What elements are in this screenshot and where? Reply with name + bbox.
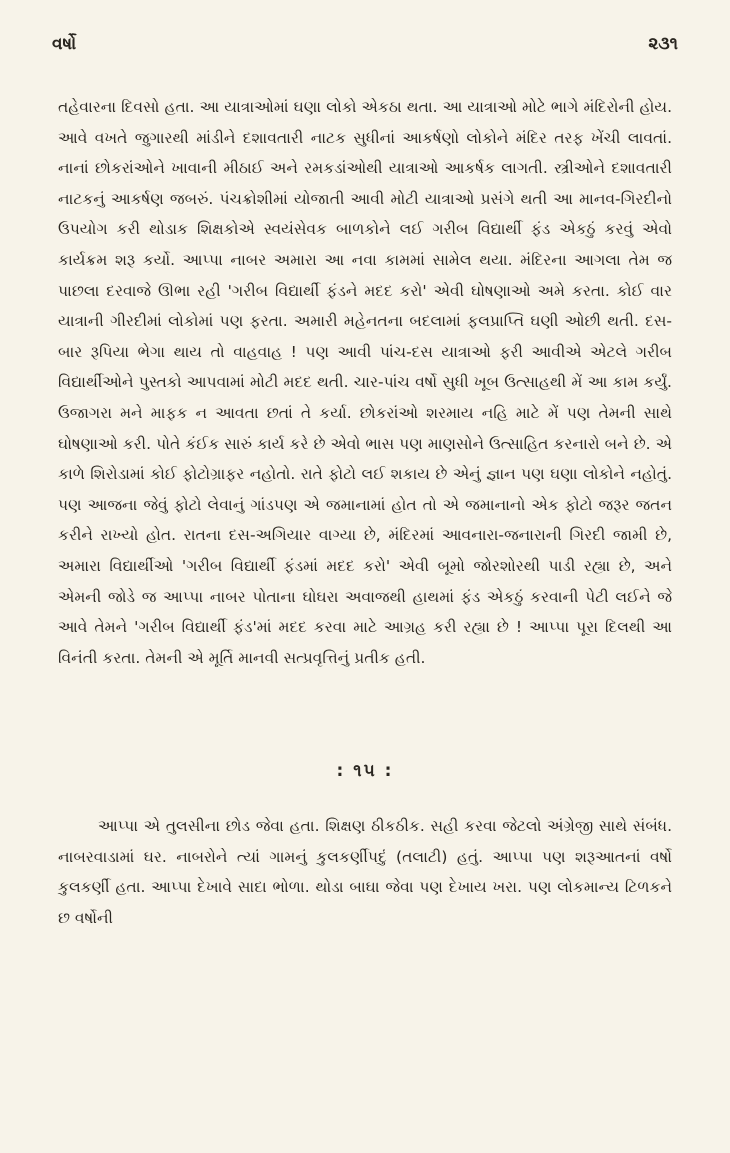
section-number: : ૧૫ :	[336, 761, 394, 782]
paragraph-1: તહેવારના દિવસો હતા. આ યાત્રાઓમાં ઘણા લોકો એકઠા થતા. આ યાત્રાઓ મોટે ભાગે મંદિરોની હોય. આવે વખતે જુગારથી માંડીને દશાવતારી નાટક સુધીનાં આકર્ષણો લોકોને મંદિર તરફ ખેંચી લાવતાં. નાનાં છોકરાંઓને ખાવાની મીઠાઈ અને રમકડાંઓથી યાત્રાઓ આકર્ષક લાગતી. સ્ત્રીઓને દશાવતારી નાટકનું આકર્ષણ જબરું. પંચક્રોશીમાં યોજાતી આવી મોટી યાત્રાઓ પ્રસંગે થતી આ માનવ-ગિરદીનો ઉપયોગ કરી થોડાક શિક્ષકોએ સ્વયંસેવક બાળકોને લઈ ગરીબ વિદ્યાર્થી ફંડ એકઠું કરવું એવો કાર્યક્રમ શરૂ કર્યો. આપ્પા નાબર અમારા આ નવા કામમાં સામેલ થયા. મંદિરના આગલા તેમ જ પાછલા દરવાજે ઊભા રહી 'ગરીબ વિદ્યાર્થી ફંડને મદદ કરો' એવી ઘોષણાઓ અમે કરતા. કોઈ વાર યાત્રાની ગીરદીમાં લોકોમાં પણ ફરતા. અમારી મહેનતના બદલામાં ફલપ્રાપ્તિ ઘણી ઓછી થતી. દસ-બાર રૂપિયા ભેગા થાય તો વાહવાહ ! પણ આવી પાંચ-દસ યાત્રાઓ ફરી આવીએ એટલે ગરીબ વિદ્યાર્થીઓને પુસ્તકો આપવામાં મોટી મદદ થતી. ચાર-પાંચ વર્ષો સુધી ખૂબ ઉત્સાહથી મેં આ કામ કર્યું. ઉજાગરા મને માફક ન આવતા છતાં તે કર્યા. છોકરાંઓ શરમાય નહિ માટે મેં પણ તેમની સાથે ઘોષણાઓ કરી. પોતે કંઈક સારું કાર્ય કરે છે એવો ભાસ પણ માણસોને ઉત્સાહિત કરનારો બને છે. એ કાળે શિરોડામાં કોઈ ફોટોગ્રાફર નહોતો. રાતે ફોટો લઈ શકાય છે એનું જ્ઞાન પણ ઘણા લોકોને નહોતું. પણ આજના જેવું ફોટો લેવાનું ગાંડપણ એ જમાનામાં હોત તો એ જમાનાનો એક ફોટો જરૂર જતન કરીને રાખ્યો હોત. રાતના દસ-અગિયાર વાગ્યા છે, મંદિરમાં આવનારા-જનારાની ગિરદી જામી છે, અમારા વિદ્યાર્થીઓ 'ગરીબ વિદ્યાર્થી ફંડમાં મદદ કરો' એવી બૂમો જોરશોરથી પાડી રહ્યા છે, અને એમની જોડે જ આપ્પા નાબર પોતાના ઘોઘરા અવાજથી હાથમાં ફંડ એકઠું કરવાની પેટી લઈને જે આવે તેમને 'ગરીબ વિદ્યાર્થી ફંડ'માં મદદ કરવા માટે આગ્રહ કરી રહ્યા છે ! આપ્પા પૂરા દિલથી આ વિનંતી કરતા. તેમની એ મૂર્તિ માનવી સત્પ્રવૃત્તિનું પ્રતીક હતી.	[58, 98, 672, 667]
page-number: ૨૩૧	[648, 34, 678, 54]
running-head	[52, 34, 678, 64]
chapter-title: વર્ષો	[52, 34, 77, 54]
page-body	[58, 92, 672, 934]
paragraph-2: આપ્પા એ તુલસીના છોડ જેવા હતા. શિક્ષણ ઠીકઠીક. સહી કરવા જેટલો અંગ્રેજી સાથે સંબંધ. નાબરવાડામાં ઘર. નાબરોને ત્યાં ગામનું કુલકર્ણીપદું (તલાટી) હતું. આપ્પા પણ શરૂઆતનાં વર્ષો કુલકર્ણી હતા. આપ્પા દેખાવે સાદા ભોળા. થોડા બાઘા જેવા પણ દેખાય ખરા. પણ લોકમાન્ય ટિળકને છ વર્ષોની	[58, 817, 672, 928]
